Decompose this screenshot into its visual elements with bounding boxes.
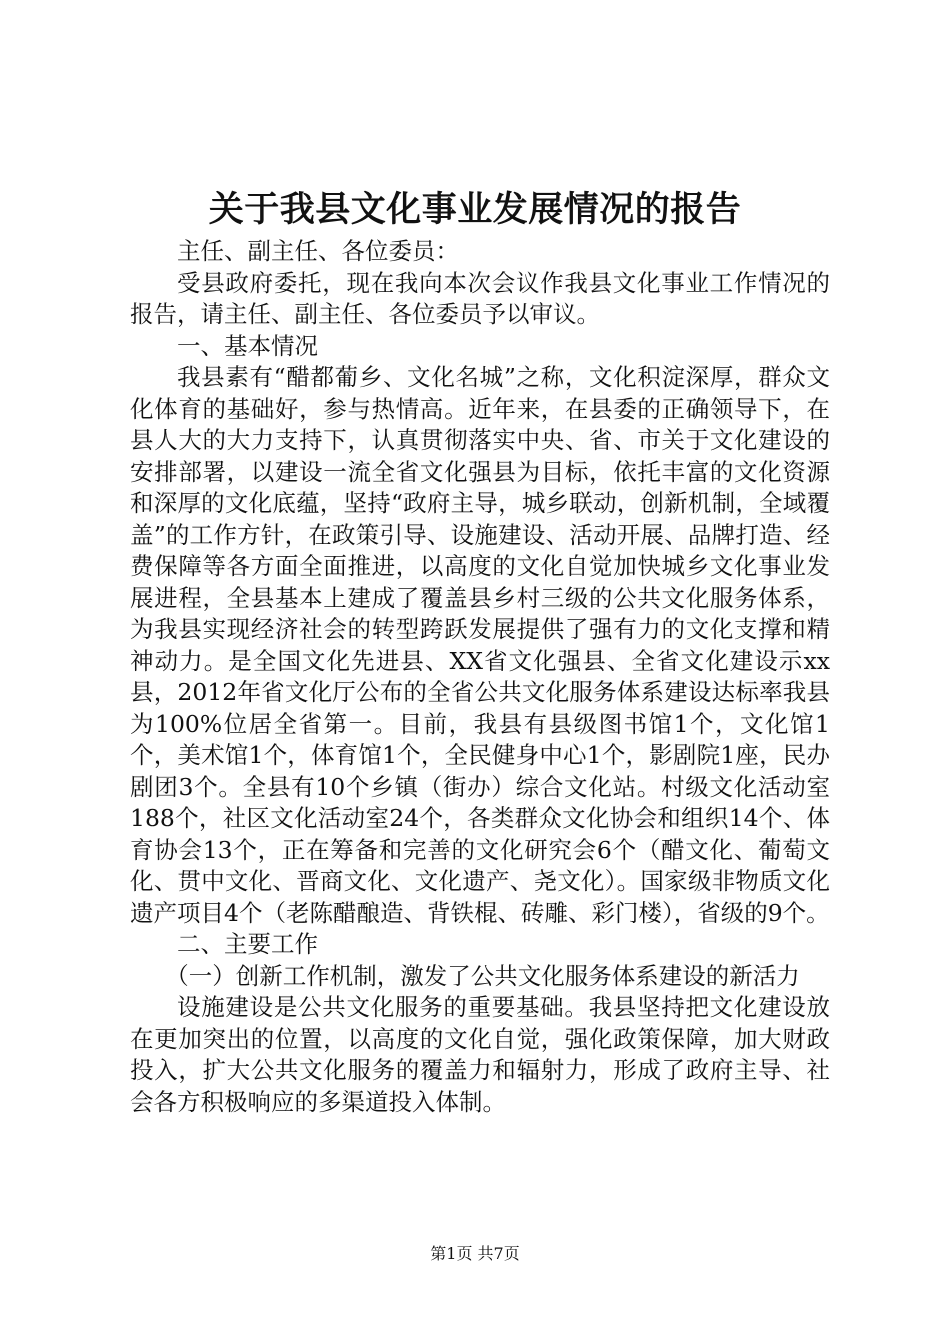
document-title: 关于我县文化事业发展情况的报告: [208, 189, 742, 230]
subsection-heading-1: （一）创新工作机制，激发了公共文化服务体系建设的新活力: [165, 961, 800, 990]
document-body: [130, 236, 830, 1118]
section-heading-main-work: 二、主要工作: [177, 930, 318, 958]
page-number-footer: 第1页 共7页: [430, 1244, 520, 1263]
intro-paragraph: 受县政府委托，现在我向本次会议作我县文化事业工作情况的报告，请主任、副主任、各位委员予以审议。: [130, 268, 830, 328]
salutation: 主任、副主任、各位委员：: [177, 237, 459, 265]
facilities-paragraph: 设施建设是公共文化服务的重要基础。我县坚持把文化建设放在更加突出的位置，以高度的文化自觉，强化政策保障，加大财政投入，扩大公共文化服务的覆盖力和辐射力，形成了政府主导、社会各方积极响应的多渠道投入体制。: [130, 993, 830, 1116]
section-heading-basic: 一、基本情况: [177, 331, 318, 360]
basic-situation-paragraph: 我县素有“醋都葡乡、文化名城”之称，文化积淀深厚，群众文化体育的基础好，参与热情高。近年来，在县委的正确领导下，在县人大的大力支持下，认真贯彻落实中央、省、市关于文化建设的安排部署，以建设一流全省文化强县为目标，依托丰富的文化资源和深厚的文化底蕴，坚持“政府主导，城乡联动，创新机制，全域覆盖”的工作方针，在政策引导、设施建设、活动开展、品牌打造、经费保障等各方面全面推进，以高度的文化自觉加快城乡文化事业发展进程，全县基本上建成了覆盖县乡村三级的公共文化服务体系，为我县实现经济社会的转型跨跃发展提供了强有力的文化支撑和精神动力。是全国文化先进县、XX省文化强县、全省文化建设示xx县，2012年省文化厅公布的全省公共文化服务体系建设达标率我县为100%位居全省第一。目前，我县有县级图书馆1个，文化馆1个，美术馆1个，体育馆1个，全民健身中心1个，影剧院1座，民办剧团3个。全县有10个乡镇（街办）综合文化站。村级文化活动室188个，社区文化活动室24个，各类群众文化协会和组织14个、体育协会13个，正在筹备和完善的文化研究会6个（醋文化、葡萄文化、贯中文化、晋商文化、文化遗产、尧文化）。国家级非物质文化遗产项目4个（老陈醋酿造、背铁棍、砖雕、彩门楼），省级的9个。: [130, 363, 830, 927]
